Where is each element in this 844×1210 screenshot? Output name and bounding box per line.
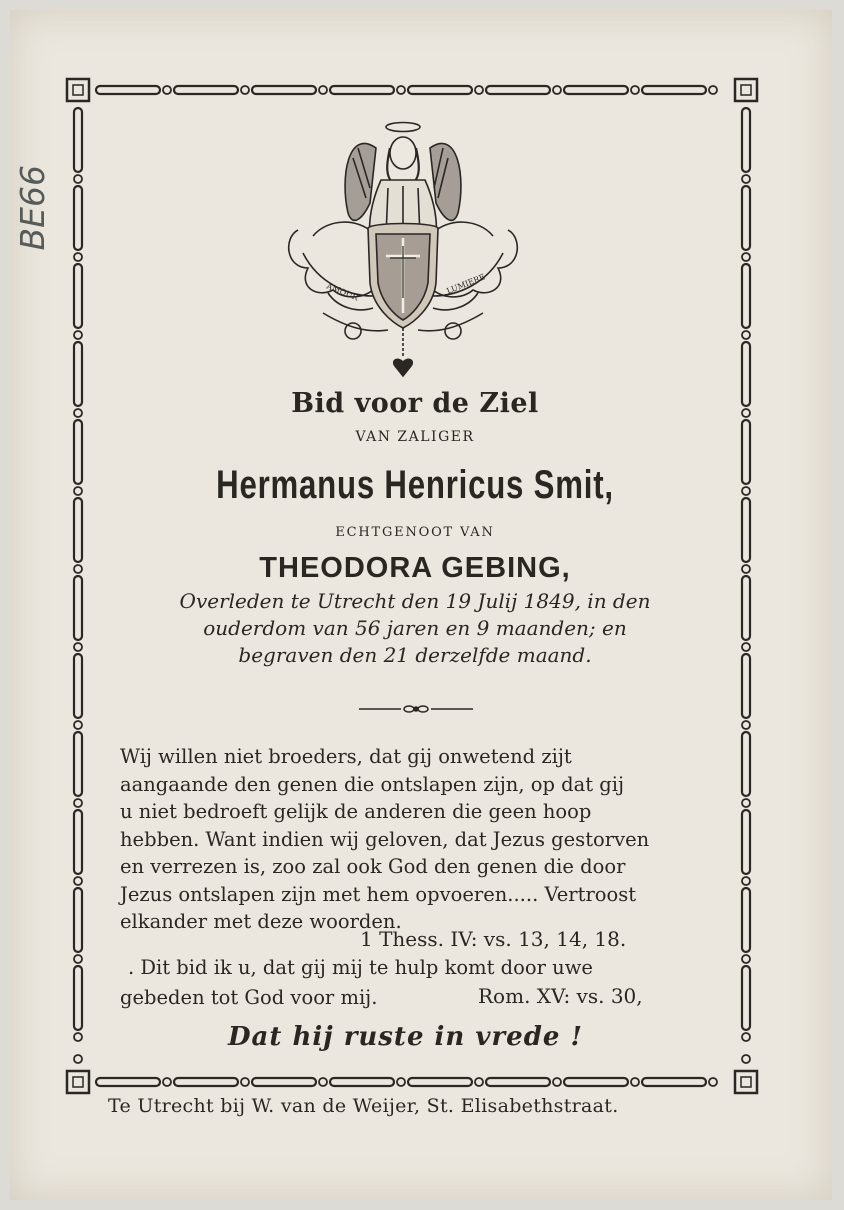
border-link — [330, 1078, 394, 1086]
banner-right-text: LUMIERE — [445, 272, 487, 296]
border-link — [67, 79, 89, 101]
angel-head-icon — [390, 137, 416, 169]
border-link — [408, 86, 472, 94]
border-link — [74, 409, 82, 417]
border-link — [397, 1078, 405, 1086]
border-link — [74, 643, 82, 651]
death-line: begraven den 21 derzelfde maand. — [238, 643, 592, 667]
border-link — [742, 342, 750, 406]
deceased-name: Hermanus Henricus Smit, — [216, 463, 614, 507]
border-link — [96, 86, 160, 94]
border-link — [74, 966, 82, 1030]
border-link — [742, 253, 750, 261]
ornament-divider — [357, 703, 475, 715]
border-link — [73, 1077, 83, 1087]
scripture-line: aangaande den genen die ontslapen zijn, op dat gij — [120, 772, 625, 796]
border-link — [475, 1078, 483, 1086]
spouse-label: ECHTGENOOT VAN — [335, 525, 495, 540]
border-link — [553, 1078, 561, 1086]
border-link — [742, 966, 750, 1030]
border-link — [742, 1055, 750, 1063]
border-link — [163, 1078, 171, 1086]
border-link — [564, 1078, 628, 1086]
angel-emblem — [278, 118, 528, 383]
border-link — [319, 1078, 327, 1086]
border-link — [74, 175, 82, 183]
halo-icon — [386, 123, 420, 132]
border-link — [709, 1078, 717, 1086]
border-link — [486, 86, 550, 94]
scripture-line: en verrezen is, zoo zal ook God den genen die door — [120, 855, 626, 878]
border-link — [742, 799, 750, 807]
border-link — [742, 186, 750, 250]
border-link — [252, 86, 316, 94]
closing-blessing: Dat hij ruste in vrede ! — [228, 1022, 583, 1052]
border-link — [67, 1071, 89, 1093]
border-link — [486, 1078, 550, 1086]
border-link — [742, 888, 750, 952]
border-link — [74, 732, 82, 796]
border-link — [741, 85, 751, 95]
border-link — [742, 175, 750, 183]
scripture-line: u niet bedroeft gelijk de anderen die geen hoop — [120, 800, 592, 823]
border-link — [252, 1078, 316, 1086]
border-link — [408, 1078, 472, 1086]
border-link — [709, 86, 717, 94]
border-link — [74, 810, 82, 874]
border-link — [742, 487, 750, 495]
border-link — [241, 86, 249, 94]
border-link — [74, 888, 82, 952]
border-link — [319, 86, 327, 94]
border-link — [73, 85, 83, 95]
border-link — [74, 186, 82, 250]
death-details — [115, 588, 715, 669]
border-link — [742, 810, 750, 874]
heart-icon — [394, 359, 413, 376]
scripture-reference-thessalonians: 1 Thess. IV: vs. 13, 14, 18. — [360, 927, 627, 951]
border-link — [330, 86, 394, 94]
border-link — [74, 1055, 82, 1063]
scripture-line: elkander met deze woorden. — [120, 910, 402, 933]
border-link — [742, 409, 750, 417]
border-link — [742, 955, 750, 963]
border-link — [742, 264, 750, 328]
border-link — [74, 498, 82, 562]
border-link — [742, 331, 750, 339]
border-link — [74, 487, 82, 495]
border-link — [642, 1078, 706, 1086]
border-link — [742, 643, 750, 651]
spouse-name: THEODORA GEBING, — [259, 552, 571, 584]
death-line: Overleden te Utrecht den 19 Julij 1849, in den — [179, 589, 651, 613]
border-link — [742, 565, 750, 573]
prayer-subheading: VAN ZALIGER — [355, 429, 475, 445]
border-link — [742, 108, 750, 172]
border-link — [163, 86, 171, 94]
death-line: ouderdom van 56 jaren en 9 maanden; en — [203, 616, 627, 640]
border-link — [74, 342, 82, 406]
border-link — [174, 86, 238, 94]
border-link — [74, 576, 82, 640]
border-link — [74, 721, 82, 729]
banner-left-text: AMOUR — [325, 281, 360, 303]
printer-imprint: Te Utrecht bij W. van de Weijer, St. Elisabethstraat. — [108, 1095, 619, 1117]
border-link — [742, 420, 750, 484]
border-link — [74, 253, 82, 261]
prayer-heading: Bid voor de Ziel — [291, 388, 539, 419]
scripture-reference-romans: Rom. XV: vs. 30, — [478, 984, 643, 1008]
border-link — [631, 86, 639, 94]
border-link — [553, 86, 561, 94]
prayer-line: . Dit bid ik u, dat gij mij te hulp komt door uwe — [128, 956, 593, 979]
border-link — [475, 86, 483, 94]
border-link — [74, 654, 82, 718]
scripture-line: hebben. Want indien wij geloven, dat Jezus gestorven — [120, 827, 650, 851]
border-link — [631, 1078, 639, 1086]
border-link — [74, 331, 82, 339]
border-link — [742, 1033, 750, 1041]
border-link — [742, 654, 750, 718]
prayer-line: gebeden tot God voor mij. — [120, 986, 378, 1009]
border-link — [74, 799, 82, 807]
border-link — [96, 1078, 160, 1086]
border-link — [742, 576, 750, 640]
border-link — [564, 86, 628, 94]
border-link — [735, 79, 757, 101]
border-link — [174, 1078, 238, 1086]
border-link — [74, 1033, 82, 1041]
border-link — [74, 565, 82, 573]
border-link — [74, 264, 82, 328]
border-link — [642, 86, 706, 94]
border-link — [742, 877, 750, 885]
border-link — [735, 1071, 757, 1093]
border-link — [241, 1078, 249, 1086]
border-link — [397, 86, 405, 94]
border-link — [74, 877, 82, 885]
border-link — [742, 498, 750, 562]
border-link — [741, 1077, 751, 1087]
border-link — [742, 721, 750, 729]
border-link — [74, 108, 82, 172]
border-link — [742, 732, 750, 796]
scripture-line: Jezus ontslapen zijn met hem opvoeren..... Vertroost — [120, 882, 637, 906]
scripture-passage — [120, 743, 716, 936]
border-link — [74, 420, 82, 484]
scripture-line: Wij willen niet broeders, dat gij onwetend zijt — [120, 745, 572, 768]
pencil-inventory-note: BE66 — [13, 165, 52, 251]
border-link — [74, 955, 82, 963]
